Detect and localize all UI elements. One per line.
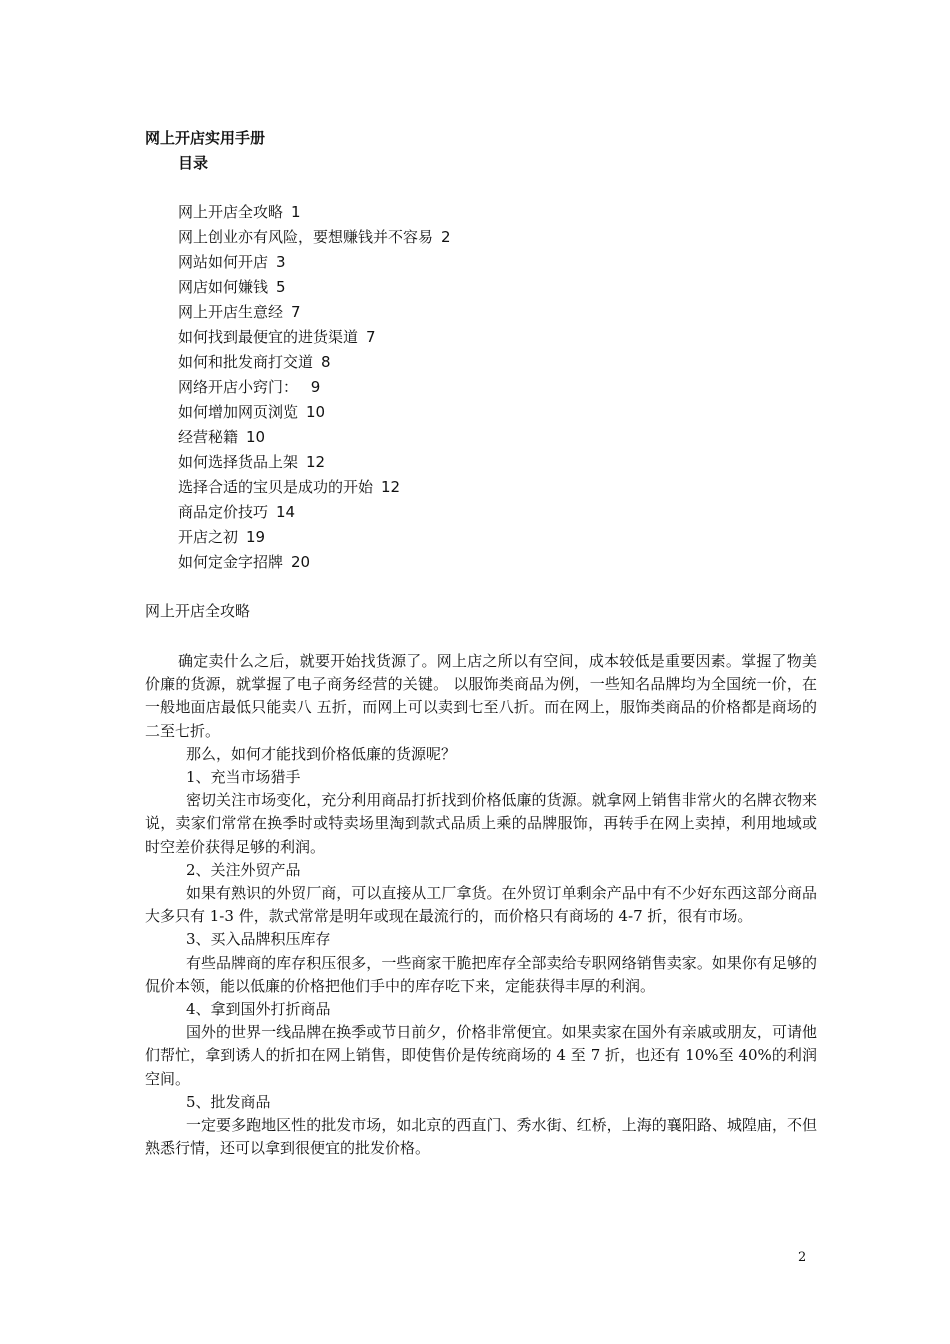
toc-entry[interactable] [178, 475, 778, 500]
toc-entry-text: 网店如何嫌钱 [178, 278, 269, 296]
toc-entry-page: 14 [276, 503, 296, 521]
toc-entry-page: 2 [441, 228, 451, 246]
page-number: 2 [798, 1250, 807, 1265]
paragraph: 如果有熟识的外贸厂商，可以直接从工厂拿货。在外贸订单剩余产品中有不少好东西这部分商品大多只有 1-3 件，款式常常是明年或现在最流行的，而价格只有商场的 4-7 折，很有市场。 [145, 884, 817, 926]
toc-entry[interactable] [178, 375, 778, 400]
toc-entry[interactable] [178, 325, 778, 350]
toc-entry-page: 20 [291, 553, 311, 571]
paragraph: 确定卖什么之后，就要开始找货源了。网上店之所以有空间，成本较低是重要因素。掌握了物美价廉的货源，就掌握了电子商务经营的关键。 以服饰类商品为例，一些知名品牌均为全国统一价，在一般地面店最低只能卖八 五折，而网上可以卖到七至八折。而在网上，服饰类商品的价格都是商场的二至七折。 [145, 652, 817, 740]
toc-entry-page: 19 [246, 528, 266, 546]
toc-entry-page: 8 [321, 353, 331, 371]
toc-entry-text: 网络开店小窍门： [178, 378, 299, 396]
toc-entry[interactable] [178, 500, 778, 525]
toc-entry-page: 12 [306, 453, 326, 471]
paragraph: 密切关注市场变化，充分利用商品打折找到价格低廉的货源。就拿网上销售非常火的名牌衣物来说，卖家们常常在换季时或特卖场里淘到款式品质上乘的品牌服饰，再转手在网上卖掉，利用地域或时空差价获得足够的利润。 [145, 791, 817, 856]
toc-entry[interactable] [178, 275, 778, 300]
subheading: 4、拿到国外打折商品 [186, 1000, 331, 1019]
toc-entry-text: 开店之初 [178, 528, 239, 546]
paragraph: 那么，如何才能找到价格低廉的货源呢？ [186, 744, 457, 763]
toc-entry[interactable] [178, 200, 778, 225]
section-title: 网上开店全攻略 [145, 602, 251, 620]
toc-entry[interactable] [178, 450, 778, 475]
toc-entry-text: 商品定价技巧 [178, 503, 269, 521]
paragraph: 国外的世界一线品牌在换季或节日前夕，价格非常便宜。如果卖家在国外有亲戚或朋友，可请他们帮忙，拿到诱人的折扣在网上销售，即使售价是传统商场的 4 至 7 折，也还有 10%至 40%的利润空间。 [145, 1023, 817, 1088]
toc-entry[interactable] [178, 400, 778, 425]
subheading: 3、买入品牌积压库存 [186, 930, 331, 949]
toc-entry-page: 12 [381, 478, 401, 496]
paragraph: 一定要多跑地区性的批发市场，如北京的西直门、秀水街、红桥，上海的襄阳路、城隍庙，不但熟悉行情，还可以拿到很便宜的批发价格。 [145, 1116, 817, 1158]
toc-entry-text: 经营秘籍 [178, 428, 239, 446]
subheading: 5、批发商品 [186, 1092, 271, 1111]
toc-entry[interactable] [178, 225, 778, 250]
toc-entry-text: 网上开店全攻略 [178, 203, 284, 221]
toc-entry-text: 如何选择货品上架 [178, 453, 299, 471]
toc-entry-page: 9 [306, 378, 321, 396]
toc-entry-text: 网上创业亦有风险，要想赚钱并不容易 [178, 228, 434, 246]
toc-entry-page: 7 [366, 328, 376, 346]
toc-entry-page: 3 [276, 253, 286, 271]
toc-entry-text: 如何找到最便宜的进货渠道 [178, 328, 359, 346]
toc-entry[interactable] [178, 350, 778, 375]
toc-heading: 目录 [178, 154, 209, 172]
toc-entry-page: 10 [246, 428, 266, 446]
table-of-contents [178, 200, 778, 575]
toc-entry-page: 1 [291, 203, 301, 221]
subheading: 2、关注外贸产品 [186, 860, 301, 879]
paragraph: 有些品牌商的库存积压很多，一些商家干脆把库存全部卖给专职网络销售卖家。如果你有足够的侃价本领，能以低廉的价格把他们手中的库存吃下来，定能获得丰厚的利润。 [145, 953, 817, 995]
body-text [145, 650, 817, 1160]
subheading: 1、充当市场猎手 [186, 768, 301, 787]
toc-entry-page: 10 [306, 403, 326, 421]
toc-entry-text: 如何增加网页浏览 [178, 403, 299, 421]
document-title: 网上开店实用手册 [145, 129, 266, 147]
toc-entry[interactable] [178, 300, 778, 325]
toc-entry-page: 7 [291, 303, 301, 321]
toc-entry[interactable] [178, 425, 778, 450]
toc-entry-text: 选择合适的宝贝是成功的开始 [178, 478, 374, 496]
toc-entry[interactable] [178, 525, 778, 550]
toc-entry-text: 如何定金字招牌 [178, 553, 284, 571]
toc-entry[interactable] [178, 550, 778, 575]
toc-entry-text: 如何和批发商打交道 [178, 353, 314, 371]
toc-entry-text: 网站如何开店 [178, 253, 269, 271]
toc-entry-text: 网上开店生意经 [178, 303, 284, 321]
toc-entry-page: 5 [276, 278, 286, 296]
toc-entry[interactable] [178, 250, 778, 275]
